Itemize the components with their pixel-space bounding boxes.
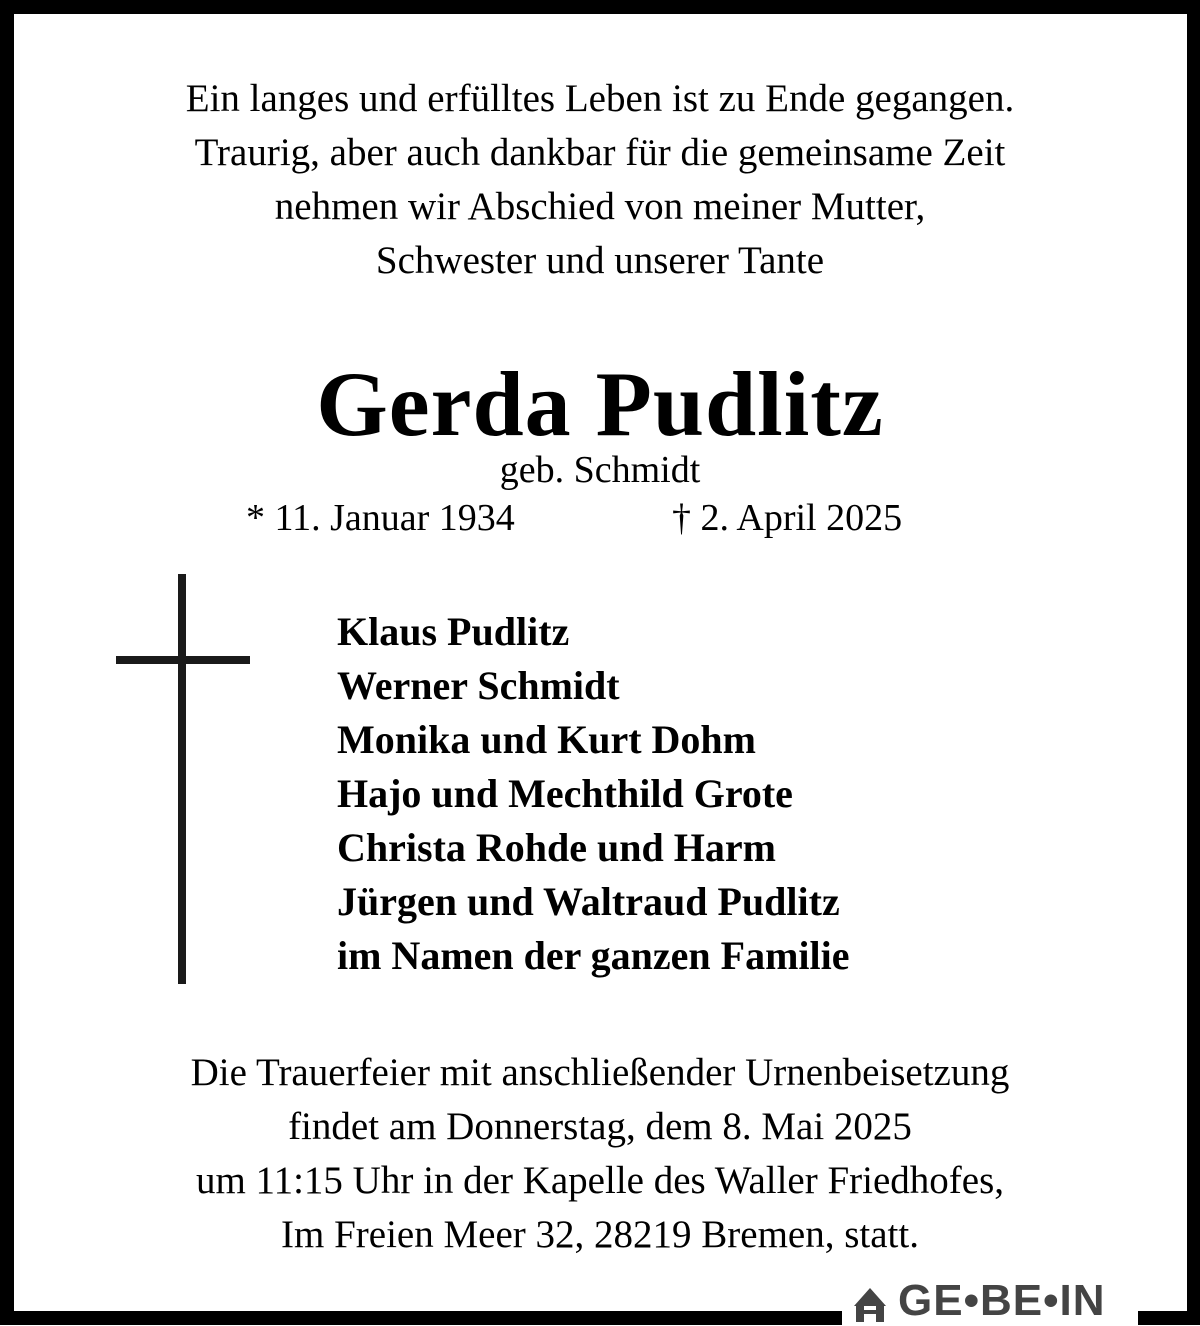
mourner-name: Monika und Kurt Dohm <box>337 717 756 762</box>
intro-line: Ein langes und erfülltes Leben ist zu Ende gegangen. <box>185 77 1015 120</box>
gebein-logo-icon <box>850 1284 890 1324</box>
intro-line: Traurig, aber auch dankbar für die gemeinsame Zeit <box>194 131 1006 174</box>
mourner-name: Jürgen und Waltraud Pudlitz <box>337 879 840 924</box>
service-info <box>0 1046 1200 1262</box>
mourner-name: Hajo und Mechthild Grote <box>337 771 793 816</box>
born-name: geb. Schmidt <box>499 449 701 491</box>
intro-line: Schwester und unserer Tante <box>375 239 825 282</box>
mourners-list <box>337 605 850 983</box>
service-line: um 11:15 Uhr in der Kapelle des Waller Friedhofes, <box>195 1159 1005 1202</box>
mourner-name: im Namen der ganzen Familie <box>337 933 850 978</box>
birth-date: * 11. Januar 1934 <box>246 497 515 539</box>
intro-text <box>0 72 1200 288</box>
intro-line: nehmen wir Abschied von meiner Mutter, <box>274 185 926 228</box>
cross-horizontal-bar <box>116 656 250 664</box>
mourner-name: Klaus Pudlitz <box>337 609 570 654</box>
mourner-name: Christa Rohde und Harm <box>337 825 776 870</box>
cross-icon <box>116 574 250 984</box>
publisher-logo <box>842 1276 1138 1325</box>
service-line: Im Freien Meer 32, 28219 Bremen, statt. <box>281 1213 919 1256</box>
death-date: † 2. April 2025 <box>672 497 903 539</box>
logo-text: GE•BE•IN <box>898 1276 1106 1325</box>
cross-vertical-bar <box>178 574 186 984</box>
deceased-name: Gerda Pudlitz <box>316 353 884 455</box>
mourner-name: Werner Schmidt <box>337 663 620 708</box>
service-line: findet am Donnerstag, dem 8. Mai 2025 <box>288 1105 912 1148</box>
service-line: Die Trauerfeier mit anschließender Urnenbeisetzung <box>190 1051 1010 1094</box>
